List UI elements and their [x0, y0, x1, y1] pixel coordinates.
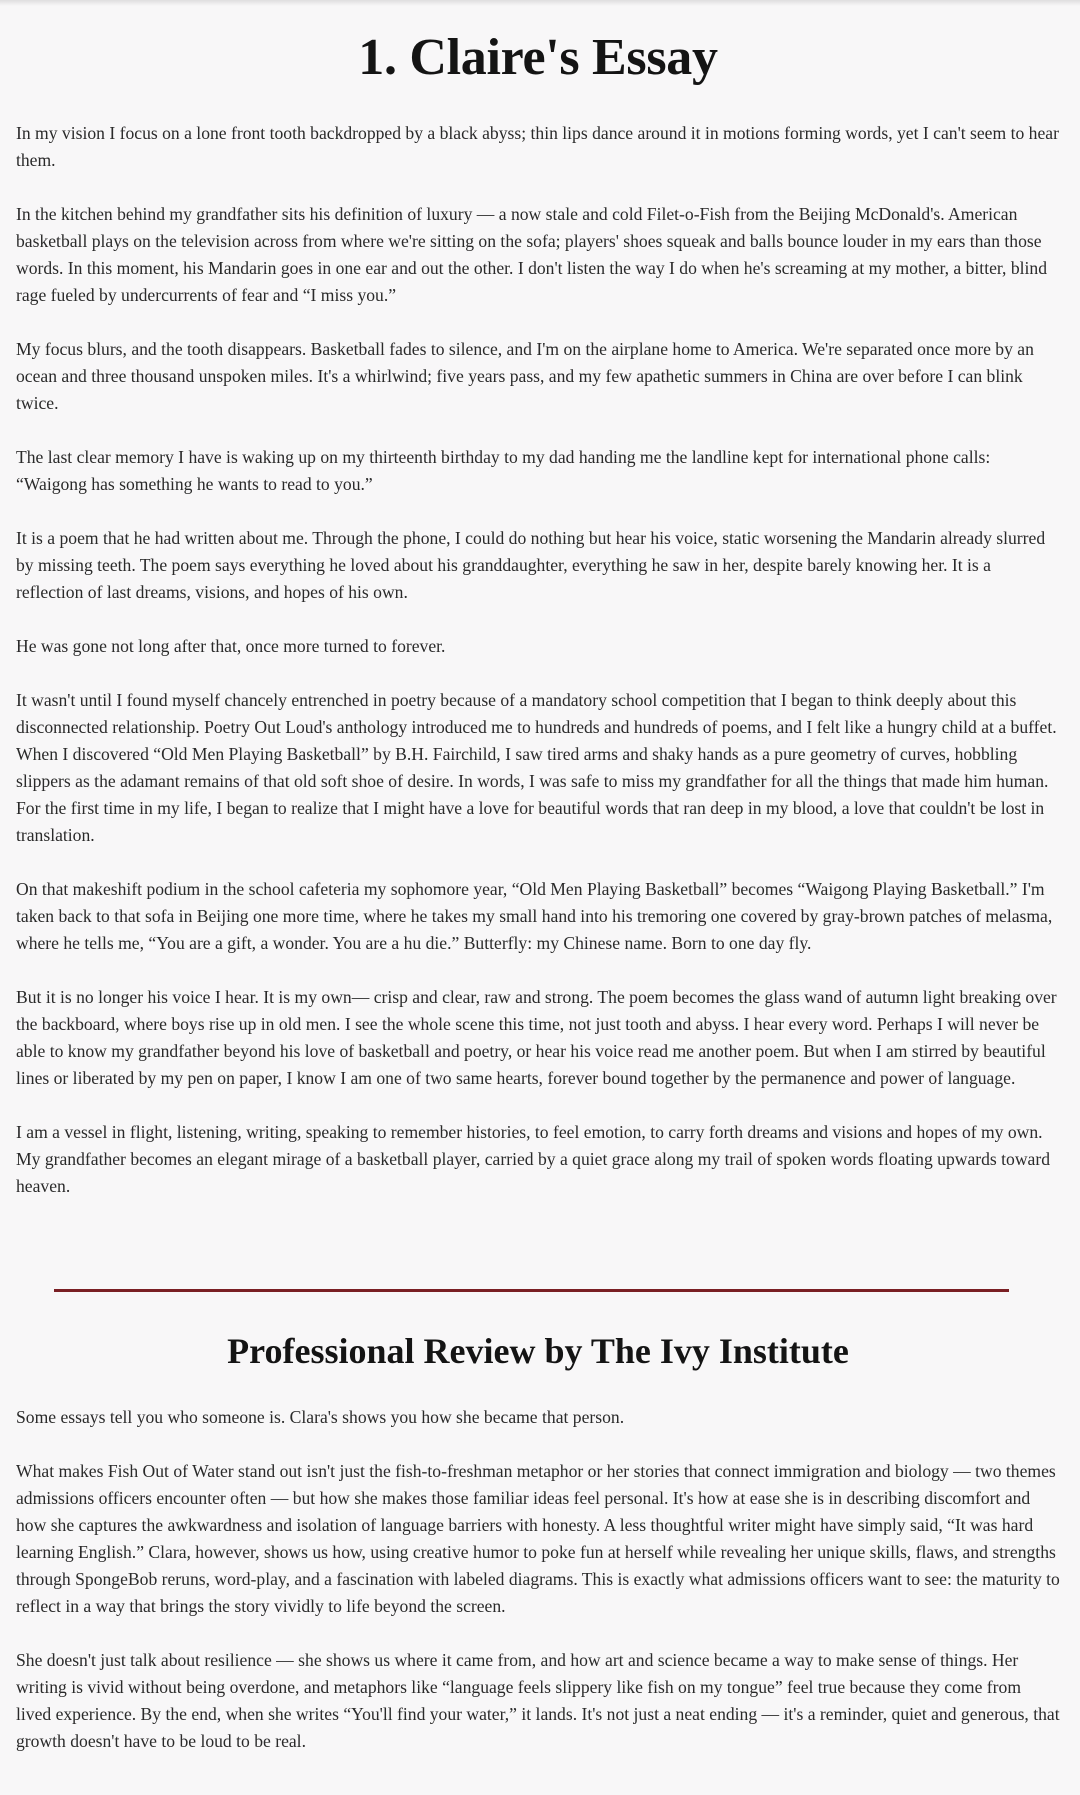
review-paragraph-3: She doesn't just talk about resilience — she shows us where it came from, and how art and science became a way to make sense of things. Her writing is vivid without being overdone, and metaphors like “language feels slippery like fish on my tongue” feel true because they come from lived experience. By the end, when she writes “You'll find your water,” it lands. It's not just a neat ending — it's a reminder, quiet and generous, that growth doesn't have to be loud to be real. — [16, 1650, 1060, 1751]
review-paragraph-2: What makes Fish Out of Water stand out isn't just the fish-to-freshman metaphor or her stories that connect immigration and biology — two themes admissions officers encounter often — but how she makes those familiar ideas feel personal. It's how at ease she is in describing discomfort and how she captures the awkwardness and isolation of language barriers with honesty. A less thoughtful writer might have simply said, “It was hard learning English.” Clara, however, shows us how, using creative humor to poke fun at herself while revealing her unique skills, flaws, and strengths through SpongeBob reruns, word-play, and a fascination with labeled diagrams. This is exactly what admissions officers want to see: the maturity to reflect in a way that brings the story vividly to life beyond the screen. — [16, 1461, 1060, 1616]
essay-body — [16, 120, 1060, 1200]
review-body — [16, 1404, 1060, 1782]
essay-paragraph-10: I am a vessel in flight, listening, writing, speaking to remember histories, to feel emotion, to carry forth dreams and visions and hopes of my own. My grandfather becomes an elegant mirage of a basketball player, carried by a quiet grace along my trail of spoken words floating upwards toward heaven. — [16, 1122, 1051, 1196]
essay-paragraph-3: My focus blurs, and the tooth disappears. Basketball fades to silence, and I'm on the airplane home to America. We're separated once more by an ocean and three thousand unspoken miles. It's a whirlwind; five years pass, and my few apathetic summers in China are over before I can blink twice. — [16, 339, 1034, 413]
review-paragraph-1: Some essays tell you who someone is. Clara's shows you how she became that person. — [16, 1407, 625, 1427]
essay-paragraph-2: In the kitchen behind my grandfather sits his definition of luxury — a now stale and cold Filet-o-Fish from the Beijing McDonald's. American basketball plays on the television across from where we're sitting on the sofa; players' shoes squeak and balls bounce louder in my ears than those words. In this moment, his Mandarin goes in one ear and out the other. I don't listen the way I do when he's screaming at my mother, a bitter, blind rage fueled by undercurrents of fear and “I miss you.” — [16, 204, 1048, 305]
essay-paragraph-9: But it is no longer his voice I hear. It is my own— crisp and clear, raw and strong. The poem becomes the glass wand of autumn light breaking over the backboard, where boys rise up in old men. I see the whole scene this time, not just tooth and abyss. I hear every word. Perhaps I will never be able to know my grandfather beyond his love of basketball and poetry, or hear his voice read me another poem. But when I am stirred by beautiful lines or liberated by my pen on paper, I know I am one of two same hearts, forever bound together by the permanence and power of language. — [16, 987, 1057, 1088]
review-title: Professional Review by The Ivy Institute — [227, 1331, 849, 1371]
essay-paragraph-8: On that makeshift podium in the school cafeteria my sophomore year, “Old Men Playing Basketball” becomes “Waigong Playing Basketball.” I'm taken back to that sofa in Beijing one more time, where he takes my small hand into his tremoring one covered by gray-brown patches of melasma, where he tells me, “You are a gift, a wonder. You are a hu die.” Butterfly: my Chinese name. Born to one day fly. — [16, 879, 1053, 953]
section-divider — [54, 1289, 1009, 1292]
essay-paragraph-4: The last clear memory I have is waking up on my thirteenth birthday to my dad handing me the landline kept for international phone calls: “Waigong has something he wants to read to you.” — [16, 447, 991, 494]
essay-title: 1. Claire's Essay — [358, 29, 718, 86]
essay-paragraph-7: It wasn't until I found myself chancely entrenched in poetry because of a mandatory school competition that I began to think deeply about this disconnected relationship. Poetry Out Loud's anthology introduced me to hundreds and hundreds of poems, and I felt like a hungry child at a buffet. When I discovered “Old Men Playing Basketball” by B.H. Fairchild, I saw tired arms and shaky hands as a pure geometry of curves, hobbling slippers as the adamant remains of that old soft shoe of desire. In words, I was safe to miss my grandfather for all the things that made him human. For the first time in my life, I began to realize that I might have a love for beautiful words that ran deep in my blood, a love that couldn't be lost in translation. — [16, 690, 1057, 845]
essay-paragraph-6: He was gone not long after that, once more turned to forever. — [16, 636, 446, 656]
page-content — [16, 0, 1060, 1751]
essay-paragraph-5: It is a poem that he had written about me. Through the phone, I could do nothing but hear his voice, static worsening the Mandarin already slurred by missing teeth. The poem says everything he loved about his granddaughter, everything he saw in her, despite barely knowing her. It is a reflection of last dreams, visions, and hopes of his own. — [16, 528, 1046, 602]
essay-paragraph-1: In my vision I focus on a lone front tooth backdropped by a black abyss; thin lips dance around it in motions forming words, yet I can't seem to hear them. — [16, 123, 1059, 170]
